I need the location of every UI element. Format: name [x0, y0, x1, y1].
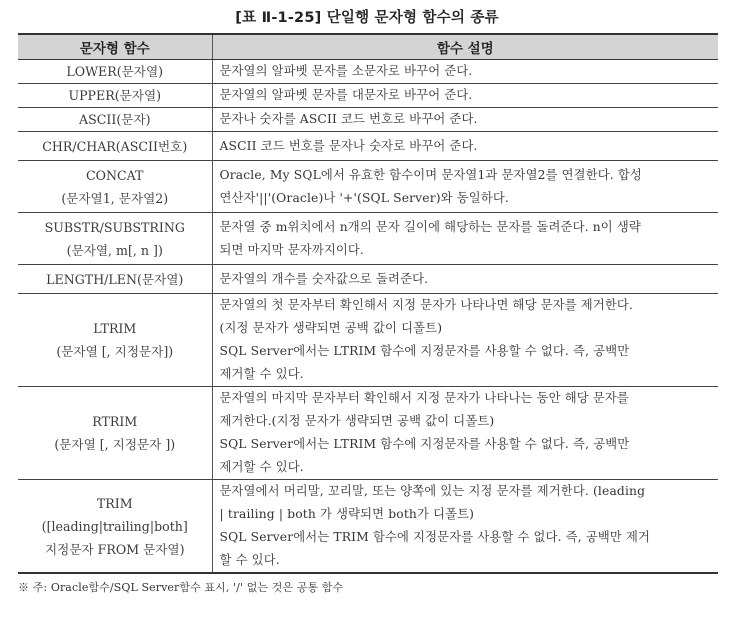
table-row: [18, 161, 718, 213]
function-name-line: TRIM: [96, 495, 133, 511]
description-line: SQL Server에서는 TRIM 함수에 지정문자를 사용할 수 없다. 즉, 공백만 제거: [219, 530, 651, 544]
table-row: [18, 213, 718, 265]
description-cell: [212, 132, 718, 161]
description-cell: [212, 84, 718, 108]
function-name-line: CONCAT: [86, 167, 144, 183]
description-line: 연산자'||'(Oracle)나 '+'(SQL Server)와 동일하다.: [219, 190, 509, 205]
function-cell: [18, 387, 212, 480]
function-cell: [18, 213, 212, 265]
description-line: 문자열의 알파벳 문자를 소문자로 바꾸어 준다.: [219, 64, 473, 78]
description-line: 문자열의 마지막 문자부터 확인해서 지정 문자가 나타나는 동안 해당 문자를: [219, 391, 629, 405]
function-name-line: RTRIM: [92, 414, 138, 429]
table-row: [18, 480, 718, 574]
description-line: | trailing | both 가 생략되면 both가 디폴트): [219, 507, 475, 521]
function-name-line: 지정문자 FROM 문자열): [44, 541, 185, 557]
description-line: ASCII 코드 번호를 문자나 숫자로 바꾸어 준다.: [219, 138, 478, 153]
header-function: 문자형 함수: [18, 34, 212, 60]
description-cell: [212, 387, 718, 480]
table-caption: [표 Ⅱ-1-25] 단일행 문자형 함수의 종류: [235, 10, 499, 26]
description-line: (지정 문자가 생략되면 공백 값이 디폴트): [219, 321, 443, 335]
description-line: SQL Server에서는 LTRIM 함수에 지정문자를 사용할 수 없다. 즉, 공백만: [219, 344, 630, 358]
function-name-line: (문자열, m[, n ]): [66, 242, 163, 258]
function-name-line: (문자열1, 문자열2): [61, 190, 169, 206]
description-cell: [212, 265, 718, 294]
description-line: 문자열의 첫 문자부터 확인해서 지정 문자가 나타나면 해당 문자를 제거한다.: [219, 298, 633, 312]
function-name-line: ([leading|trailing|both]: [41, 518, 188, 534]
table-row: [18, 84, 718, 108]
description-cell: [212, 108, 718, 132]
function-name-line: LTRIM: [93, 321, 137, 336]
table-row: [18, 60, 718, 84]
description-line: Oracle, My SQL에서 유효한 함수이며 문자열1과 문자열2를 연결한다. 합성: [219, 167, 642, 182]
table-row: [18, 294, 718, 387]
description-line: 제거한다.(지정 문자가 생략되면 공백 값이 디폴트): [219, 414, 495, 428]
description-line: 문자열 중 m위치에서 n개의 문자 길이에 해당하는 문자를 돌려준다. n이 생략: [219, 219, 641, 234]
description-cell: [212, 480, 718, 574]
table-header-row: [18, 34, 718, 60]
description-line: 문자나 숫자를 ASCII 코드 번호로 바꾸어 준다.: [219, 112, 478, 126]
table-row: [18, 265, 718, 294]
description-line: 문자열의 개수를 숫자값으로 돌려준다.: [219, 271, 429, 286]
function-cell: [18, 480, 212, 574]
description-line: 되면 마지막 문자까지이다.: [219, 242, 364, 257]
table-row: [18, 387, 718, 480]
function-name-line: LENGTH/LEN(문자열): [46, 271, 184, 287]
function-name-line: (문자열 [, 지정문자 ]): [54, 437, 176, 452]
function-cell: [18, 60, 212, 84]
description-line: 문자열에서 머리말, 꼬리말, 또는 양쪽에 있는 지정 문자를 제거한다. (leading: [219, 484, 646, 498]
table-row: [18, 132, 718, 161]
function-cell: [18, 108, 212, 132]
function-name-line: ASCII(문자): [79, 112, 151, 127]
description-line: 제거할 수 있다.: [219, 367, 304, 381]
function-name-line: (문자열 [, 지정문자]): [56, 344, 174, 359]
description-line: 할 수 있다.: [219, 553, 280, 567]
table-row: [18, 108, 718, 132]
function-cell: [18, 265, 212, 294]
description-line: SQL Server에서는 LTRIM 함수에 지정문자를 사용할 수 없다. 즉, 공백만: [219, 437, 630, 451]
string-function-table: [18, 33, 718, 574]
header-description: 함수 설명: [212, 34, 718, 60]
table-body: [18, 60, 718, 574]
function-cell: [18, 294, 212, 387]
function-cell: [18, 84, 212, 108]
function-cell: [18, 161, 212, 213]
function-name-line: SUBSTR/SUBSTRING: [44, 219, 185, 235]
function-name-line: LOWER(문자열): [66, 64, 164, 79]
function-name-line: CHR/CHAR(ASCII번호): [42, 138, 188, 154]
description-cell: [212, 161, 718, 213]
footnote: ※ 주: Oracle함수/SQL Server함수 표시, '/' 없는 것은 공통 함수: [18, 581, 344, 594]
function-cell: [18, 132, 212, 161]
description-cell: [212, 60, 718, 84]
function-name-line: UPPER(문자열): [68, 88, 162, 103]
description-cell: [212, 294, 718, 387]
description-line: 제거할 수 있다.: [219, 460, 304, 474]
description-line: 문자열의 알파벳 문자를 대문자로 바꾸어 준다.: [219, 88, 473, 102]
description-cell: [212, 213, 718, 265]
